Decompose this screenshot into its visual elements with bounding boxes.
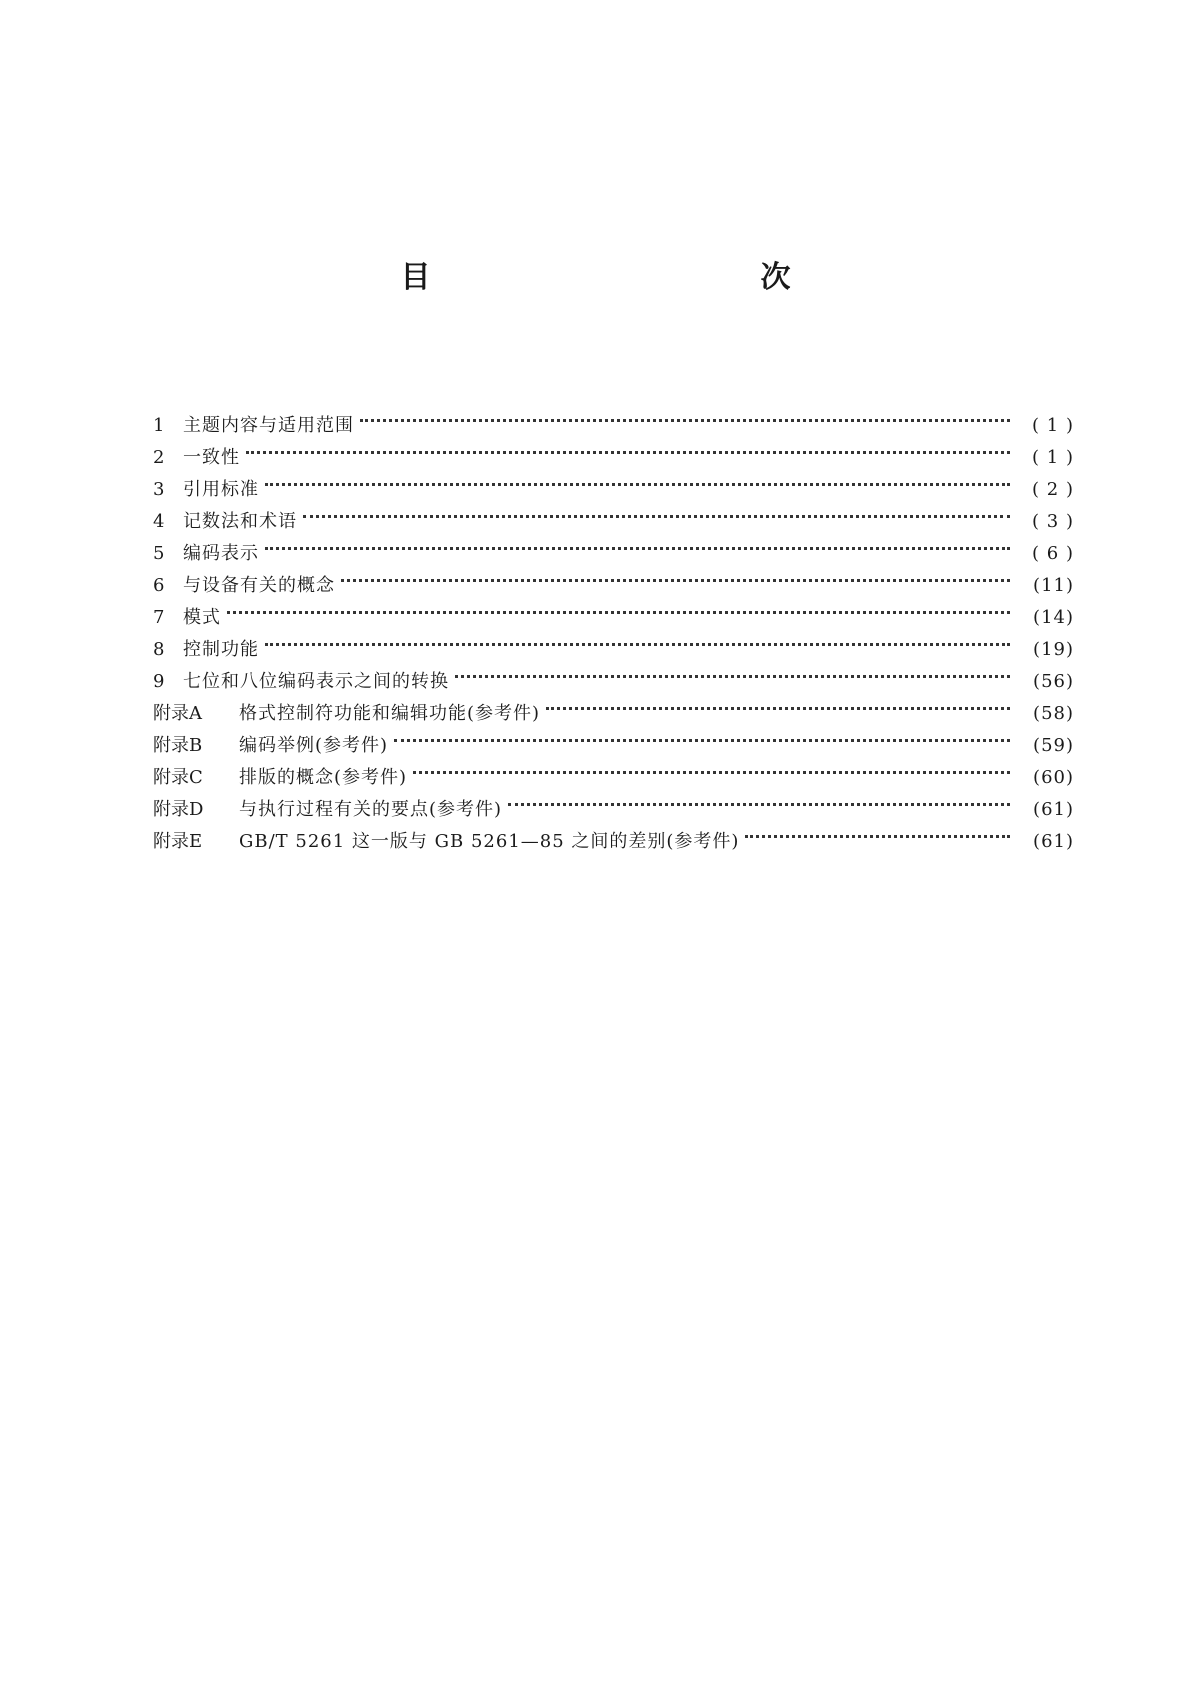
toc-entry[interactable]	[153, 655, 1074, 692]
toc-entry-label: 记数法和术语	[183, 511, 297, 532]
toc-entry-number: 8	[153, 639, 165, 660]
toc-entry-page: ( 1 )	[1032, 415, 1074, 436]
toc-entry-page: (61)	[1033, 831, 1074, 852]
toc-entry[interactable]	[153, 495, 1074, 532]
toc-entry-number: 3	[153, 479, 165, 500]
toc-entry-page: (14)	[1033, 607, 1074, 628]
toc-entry-number: 4	[153, 511, 165, 532]
toc-entry-page: (61)	[1033, 799, 1074, 820]
toc-dot-leader	[265, 463, 1010, 495]
toc-entry[interactable]	[153, 527, 1074, 564]
toc-entry-number: 7	[153, 607, 165, 628]
toc-entry[interactable]	[153, 623, 1074, 660]
toc-entry-label: 模式	[183, 607, 221, 628]
toc-entry-number: 9	[153, 671, 165, 692]
toc-entry-page: (59)	[1033, 735, 1074, 756]
toc-entry-number: 附录A	[153, 703, 202, 724]
toc-dot-leader	[745, 815, 1010, 847]
toc-list	[153, 399, 1074, 852]
toc-dot-leader	[341, 559, 1010, 591]
toc-dot-leader	[508, 783, 1010, 815]
toc-entry-page: (60)	[1033, 767, 1074, 788]
toc-entry-number: 2	[153, 447, 165, 468]
toc-entry[interactable]	[153, 591, 1074, 628]
toc-entry-number: 附录B	[153, 735, 203, 756]
toc-entry-number: 5	[153, 543, 165, 564]
toc-entry[interactable]	[153, 559, 1074, 596]
toc-entry-label: GB/T 5261 这一版与 GB 5261—85 之间的差别(参考件)	[239, 831, 740, 852]
toc-dot-leader	[360, 399, 1010, 431]
toc-entry-label: 编码举例(参考件)	[239, 735, 389, 756]
toc-entry-page: (56)	[1033, 671, 1074, 692]
toc-entry-label: 控制功能	[183, 639, 259, 660]
toc-entry-number: 1	[153, 415, 165, 436]
toc-entry[interactable]	[153, 463, 1074, 500]
toc-entry-page: ( 1 )	[1032, 447, 1074, 468]
toc-entry-label: 与设备有关的概念	[183, 575, 335, 596]
toc-entry-page: (58)	[1033, 703, 1074, 724]
toc-entry-label: 七位和八位编码表示之间的转换	[183, 671, 449, 692]
toc-entry-number: 附录C	[153, 767, 203, 788]
toc-dot-leader	[265, 623, 1010, 655]
toc-dot-leader	[546, 687, 1010, 719]
toc-entry-label: 与执行过程有关的要点(参考件)	[239, 799, 503, 820]
toc-dot-leader	[394, 719, 1010, 751]
toc-dot-leader	[413, 751, 1010, 783]
toc-entry-page: ( 3 )	[1032, 511, 1074, 532]
toc-dot-leader	[246, 431, 1010, 463]
toc-entry-number: 附录D	[153, 799, 204, 820]
toc-entry-number: 6	[153, 575, 165, 596]
toc-dot-leader	[455, 655, 1010, 687]
toc-dot-leader	[303, 495, 1010, 527]
toc-entry[interactable]	[153, 399, 1074, 436]
toc-dot-leader	[265, 527, 1010, 559]
toc-entry-label: 格式控制符功能和编辑功能(参考件)	[239, 703, 541, 724]
toc-dot-leader	[227, 591, 1010, 623]
toc-entry-label: 引用标准	[183, 479, 259, 500]
toc-entry-page: (19)	[1033, 639, 1074, 660]
toc-entry-page: (11)	[1033, 575, 1074, 596]
toc-entry-label: 排版的概念(参考件)	[239, 767, 408, 788]
toc-entry-label: 一致性	[183, 447, 240, 468]
toc-entry-label: 主题内容与适用范围	[183, 415, 354, 436]
toc-entry-page: ( 2 )	[1032, 479, 1074, 500]
toc-entry-page: ( 6 )	[1032, 543, 1074, 564]
toc-entry[interactable]	[153, 431, 1074, 468]
toc-entry-number: 附录E	[153, 831, 203, 852]
toc-title: 目 次	[400, 260, 881, 295]
toc-entry-label: 编码表示	[183, 543, 259, 564]
